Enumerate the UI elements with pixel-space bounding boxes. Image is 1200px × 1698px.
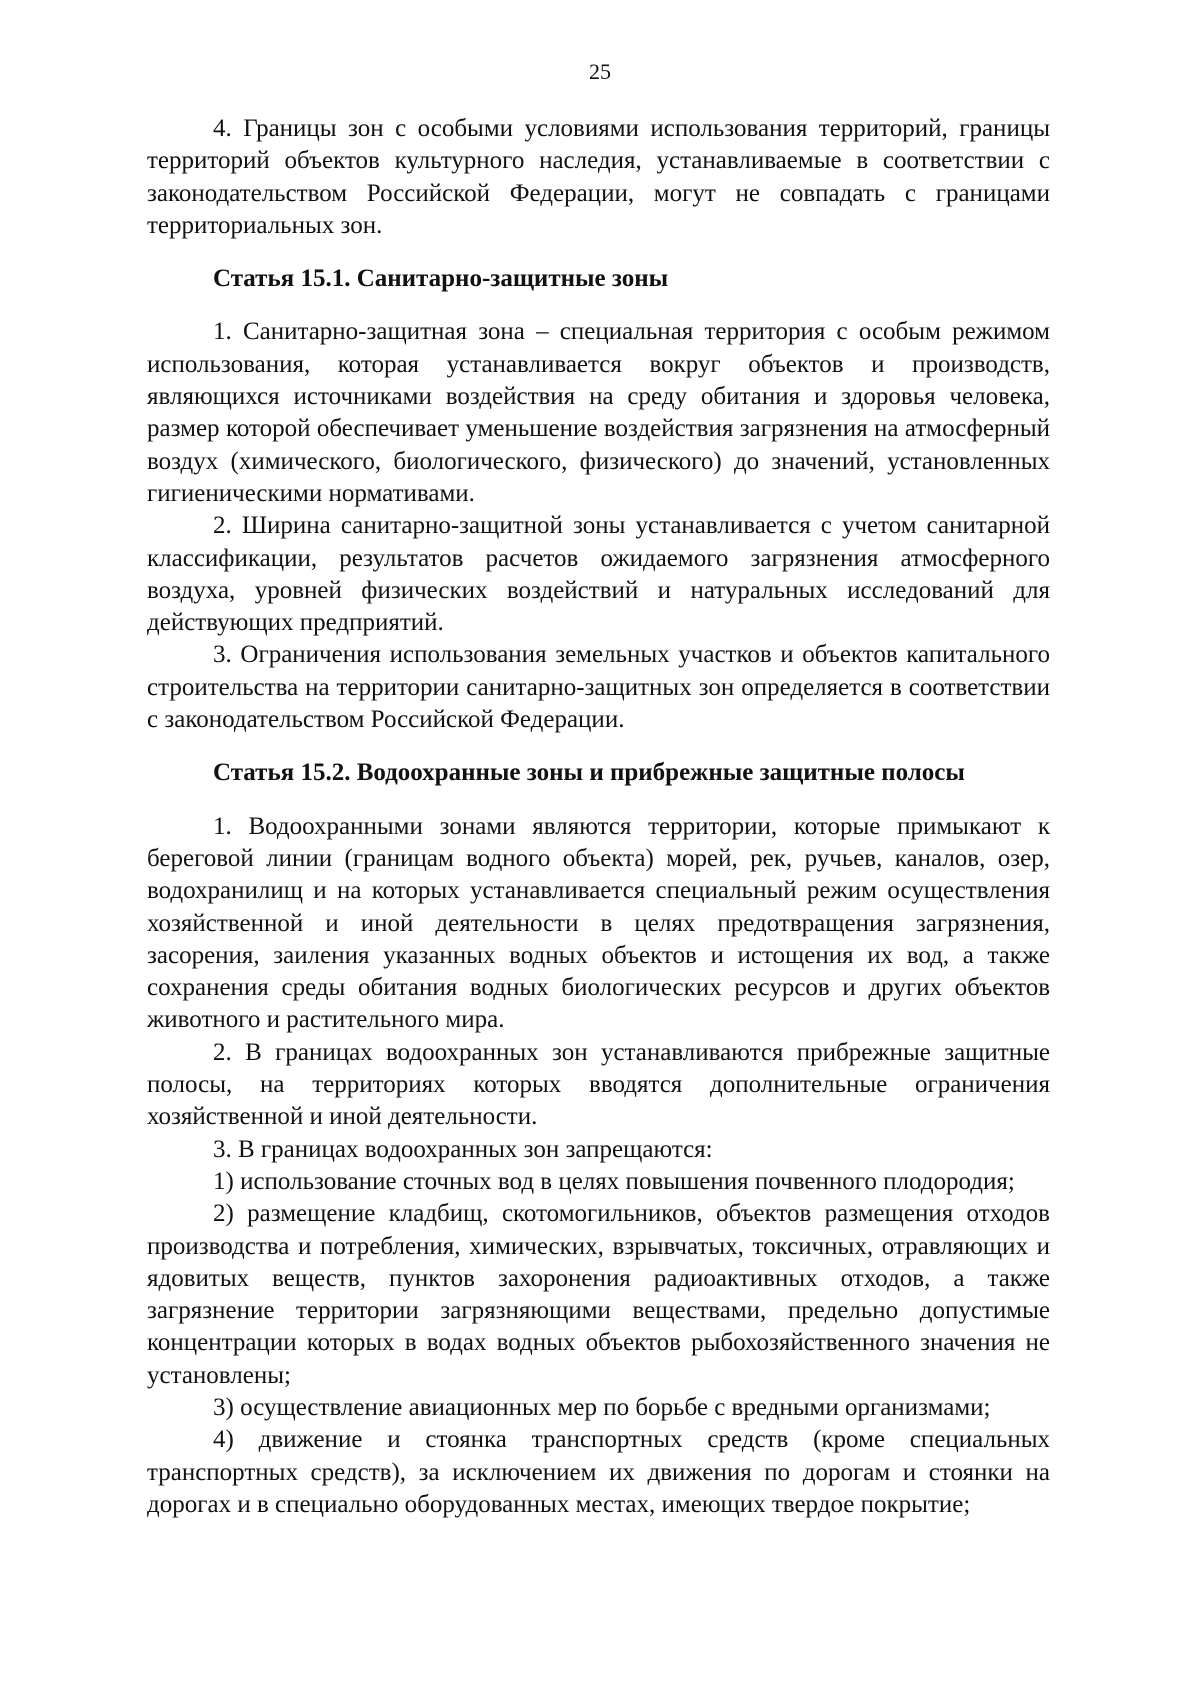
article-section: [147, 811, 1050, 1522]
page-number: 25: [589, 59, 611, 84]
paragraph: 3. Ограничения использования земельных участков и объектов капитального строительства на территории санитарно-защитных зон определяется в соответствии с законодательством Российской Федерации.: [147, 641, 1050, 734]
paragraph: 1. Санитарно-защитная зона – специальная территория с особым режимом использования, которая устанавливается вокруг объектов и производств, являющихся источниками воздействия на среду обитания и здоровья человека, размер которой обеспечивает уменьшение воздействия загрязнения на атмосферный воздух (химического, биологического, физического) до значений, установленных гигиеническими нормативами.: [147, 318, 1050, 507]
paragraph: 1. Водоохранными зонами являются территории, которые примыкают к береговой линии (границам водного объекта) морей, рек, ручьев, каналов, озер, водохранилищ и на которых устанавливается специальный режим осуществления хозяйственной и иной деятельности в целях предотвращения загрязнения, засорения, заиления указанных водных объектов и истощения их вод, а также сохранения среды обитания водных биологических ресурсов и других объектов животного и растительного мира.: [147, 812, 1050, 1034]
list-item: 4) движение и стоянка транспортных средств (кроме специальных транспортных средств), за исключением их движения по дорогам и стоянки на дорогах и в специально оборудованных местах, имеющих твердое покрытие;: [147, 1426, 1050, 1518]
document-body: [147, 113, 1050, 1521]
list-item: 1) использование сточных вод в целях повышения почвенного плодородия;: [213, 1167, 1015, 1195]
paragraph: 3. В границах водоохранных зон запрещаются:: [213, 1135, 713, 1163]
paragraph: 4. Границы зон с особыми условиями использования территорий, границы территорий объектов культурного наследия, устанавливаемые в соответствии с законодательством Российской Федерации, могут не совпадать с границами территориальных зон.: [147, 115, 1050, 239]
list-item: 2) размещение кладбищ, скотомогильников, объектов размещения отходов производства и потребления, химических, взрывчатых, токсичных, отравляющих и ядовитых веществ, пунктов захоронения радиоактивных отходов, а также загрязнение территории загрязняющими веществами, предельно допустимые концентрации которых в водах водных объектов рыбохозяйственного значения не установлены;: [147, 1200, 1050, 1389]
article-heading: Статья 15.2. Водоохранные зоны и прибрежные защитные полосы: [213, 759, 965, 787]
paragraph: 2. Ширина санитарно-защитной зоны устанавливается с учетом санитарной классификации, результатов расчетов ожидаемого загрязнения атмосферного воздуха, уровней физических воздействий и натуральных исследований для действующих предприятий.: [147, 512, 1050, 637]
paragraph: 2. В границах водоохранных зон устанавливаются прибрежные защитные полосы, на территориях которых вводятся дополнительные ограничения хозяйственной и иной деятельности.: [147, 1038, 1050, 1131]
list-item: 3) осуществление авиационных мер по борьбе с вредными организмами;: [213, 1393, 991, 1421]
article-section: [147, 316, 1050, 736]
article-heading: Статья 15.1. Санитарно-защитные зоны: [213, 265, 669, 293]
